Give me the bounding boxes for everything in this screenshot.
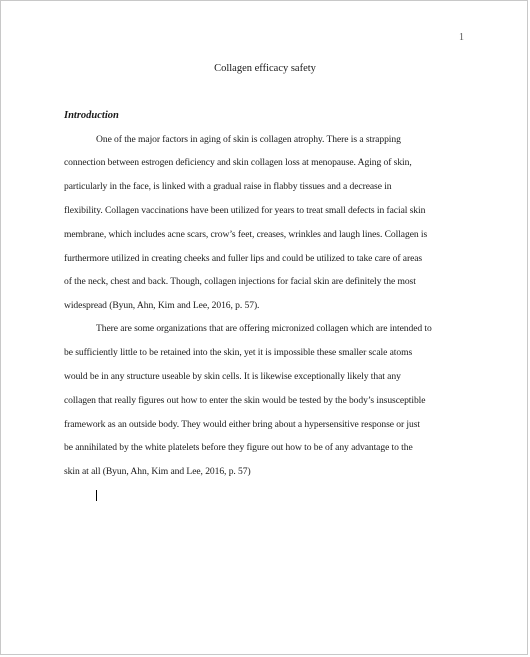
paragraph-line: would be in any structure useable by skin cells. It is likewise exceptionally likely that any <box>64 371 401 382</box>
paragraph-line: be annihilated by the white platelets before they figure out how to be of any advantage to the <box>64 442 413 453</box>
document-title: Collagen efficacy safety <box>214 63 316 74</box>
paragraph-line: flexibility. Collagen vaccinations have been utilized for years to treat small defects in facial skin <box>64 205 426 216</box>
paragraph-line: particularly in the face, is linked with a gradual raise in flabby tissues and a decrease in <box>64 181 392 192</box>
paragraph-line: furthermore utilized in creating cheeks and fuller lips and could be utilized to take care of areas <box>64 253 423 264</box>
paragraph-line: There are some organizations that are offering micronized collagen which are intended to <box>96 323 432 334</box>
paragraph-line: connection between estrogen deficiency and skin collagen loss at menopause. Aging of skin, <box>64 157 412 168</box>
paragraph-line: collagen that really figures out how to enter the skin would be tested by the body’s insusceptible <box>64 395 426 406</box>
section-heading: Introduction <box>64 110 119 121</box>
paragraph-line: widespread (Byun, Ahn, Kim and Lee, 2016, p. 57). <box>64 300 260 311</box>
text-cursor <box>96 490 97 501</box>
paragraph-line: One of the major factors in aging of skin is collagen atrophy. There is a strapping <box>96 134 401 145</box>
paragraph-line: skin at all (Byun, Ahn, Kim and Lee, 2016, p. 57) <box>64 466 251 477</box>
page-number: 1 <box>459 32 464 43</box>
paragraph-line: framework as an outside body. They would either bring about a hypersensitive response or just <box>64 419 420 430</box>
paragraph-line: be sufficiently little to be retained into the skin, yet it is impossible these smaller scale atoms <box>64 347 413 358</box>
paragraph-line: membrane, which includes acne scars, crow’s feet, creases, wrinkles and laugh lines. Collagen is <box>64 229 428 240</box>
paragraph-line: of the neck, chest and back. Though, collagen injections for facial skin are definitely the most <box>64 276 416 287</box>
